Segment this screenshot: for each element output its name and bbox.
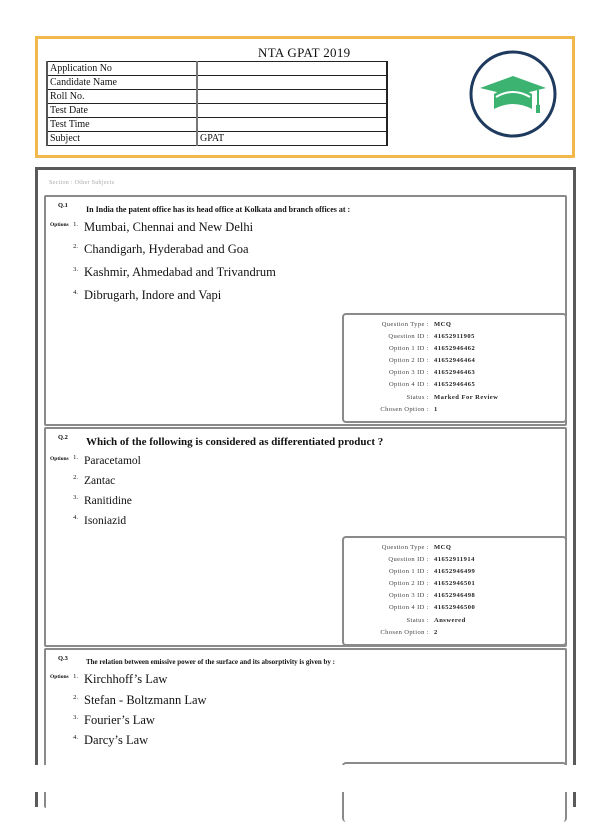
meta-option-3-id: Option 3 ID : 41652946498 (388, 592, 476, 599)
question-number: Q.2 (58, 434, 68, 441)
option-text: Stefan - Boltzmann Law (84, 693, 207, 707)
option-3 (66, 265, 276, 280)
option-number: 3. (73, 494, 78, 501)
option-4 (66, 733, 148, 748)
info-label: Subject (47, 132, 197, 146)
info-label: Roll No. (47, 90, 197, 104)
meta-status: Status : Answered (406, 617, 466, 624)
option-3 (66, 494, 132, 507)
option-2 (66, 474, 115, 487)
meta-status: Status : Marked For Review (406, 394, 499, 401)
option-4 (66, 288, 221, 303)
meta-chosen-option: Chosen Option : 2 (380, 629, 438, 636)
info-row-application-no (47, 62, 387, 76)
option-2 (66, 693, 207, 708)
option-number: 3. (73, 266, 78, 273)
meta-option-2-id: Option 2 ID : 41652946501 (388, 580, 476, 587)
info-row-roll-no (47, 90, 387, 104)
option-number: 4. (73, 734, 78, 741)
option-text: Zantac (84, 475, 116, 487)
options-label: Options (50, 222, 69, 228)
option-1 (66, 672, 167, 687)
option-4 (66, 514, 126, 527)
option-number: 2. (73, 474, 78, 481)
meta-option-4-id: Option 4 ID : 41652946465 (388, 381, 476, 388)
question-meta-box (342, 313, 567, 423)
info-value (197, 118, 387, 132)
questions-frame (35, 167, 576, 807)
meta-option-1-id: Option 1 ID : 41652946462 (388, 345, 476, 352)
option-text: Ranitidine (84, 495, 132, 507)
option-2 (66, 242, 249, 257)
option-text: Chandigarh, Hyderabad and Goa (84, 242, 249, 256)
option-number: 1. (73, 673, 78, 680)
option-number: 1. (73, 454, 78, 461)
info-row-subject (47, 132, 387, 146)
option-text: Mumbai, Chennai and New Delhi (84, 220, 254, 234)
meta-option-3-id: Option 3 ID : 41652946463 (388, 369, 476, 376)
info-value (197, 90, 387, 104)
meta-option-2-id: Option 2 ID : 41652946464 (388, 357, 476, 364)
meta-option-4-id: Option 4 ID : 41652946500 (388, 604, 476, 611)
meta-question-id: Question ID : 41652911914 (388, 556, 475, 563)
question-number: Q.1 (58, 202, 68, 209)
option-number: 4. (73, 514, 78, 521)
meta-question-id: Question ID : 41652911905 (388, 333, 475, 340)
info-label: Application No (47, 62, 197, 76)
question-text: In India the patent office has its head office at Kolkata and branch offices at : (86, 205, 351, 214)
meta-chosen-option: Chosen Option : 1 (380, 406, 438, 413)
options-label: Options (50, 674, 69, 680)
option-3 (66, 713, 155, 728)
question-card-1 (44, 195, 567, 426)
option-text: Kashmir, Ahmedabad and Trivandrum (84, 265, 276, 279)
info-row-test-time (47, 118, 387, 132)
option-1 (66, 220, 253, 235)
option-1 (66, 454, 141, 467)
exam-title: NTA GPAT 2019 (258, 45, 351, 60)
question-text: The relation between emissive power of the surface and its absorptivity is given by : (86, 658, 336, 666)
candidate-info-table (46, 61, 388, 146)
info-label: Test Time (47, 118, 197, 132)
meta-question-type: Question Type : MCQ (381, 544, 452, 551)
info-value (197, 62, 387, 76)
option-number: 4. (73, 289, 78, 296)
option-text: Dibrugarh, Indore and Vapi (84, 288, 222, 302)
question-text: Which of the following is considered as differentiated product ? (86, 436, 384, 448)
option-number: 2. (73, 243, 78, 250)
question-number: Q.3 (58, 655, 68, 662)
option-number: 2. (73, 694, 78, 701)
info-value (197, 104, 387, 118)
option-text: Darcy’s Law (84, 733, 149, 747)
option-text: Isoniazid (84, 515, 127, 527)
info-value (197, 76, 387, 90)
info-value: GPAT (197, 132, 387, 146)
meta-question-type: Question Type : MCQ (381, 321, 452, 328)
option-text: Paracetamol (84, 455, 141, 467)
graduation-cap-icon (468, 49, 558, 139)
candidate-header-card (35, 36, 575, 158)
question-card-2 (44, 427, 567, 647)
meta-option-1-id: Option 1 ID : 41652946499 (388, 568, 476, 575)
info-row-test-date (47, 104, 387, 118)
info-row-candidate-name (47, 76, 387, 90)
info-label: Test Date (47, 104, 197, 118)
option-number: 3. (73, 714, 78, 721)
option-number: 1. (73, 221, 78, 228)
info-label: Candidate Name (47, 76, 197, 90)
option-text: Fourier’s Law (84, 713, 155, 727)
option-text: Kirchhoff’s Law (84, 672, 168, 686)
question-meta-box (342, 536, 567, 646)
page-cutoff (0, 765, 612, 792)
section-label: Section : Other Subjects (49, 180, 115, 186)
options-label: Options (50, 456, 69, 462)
